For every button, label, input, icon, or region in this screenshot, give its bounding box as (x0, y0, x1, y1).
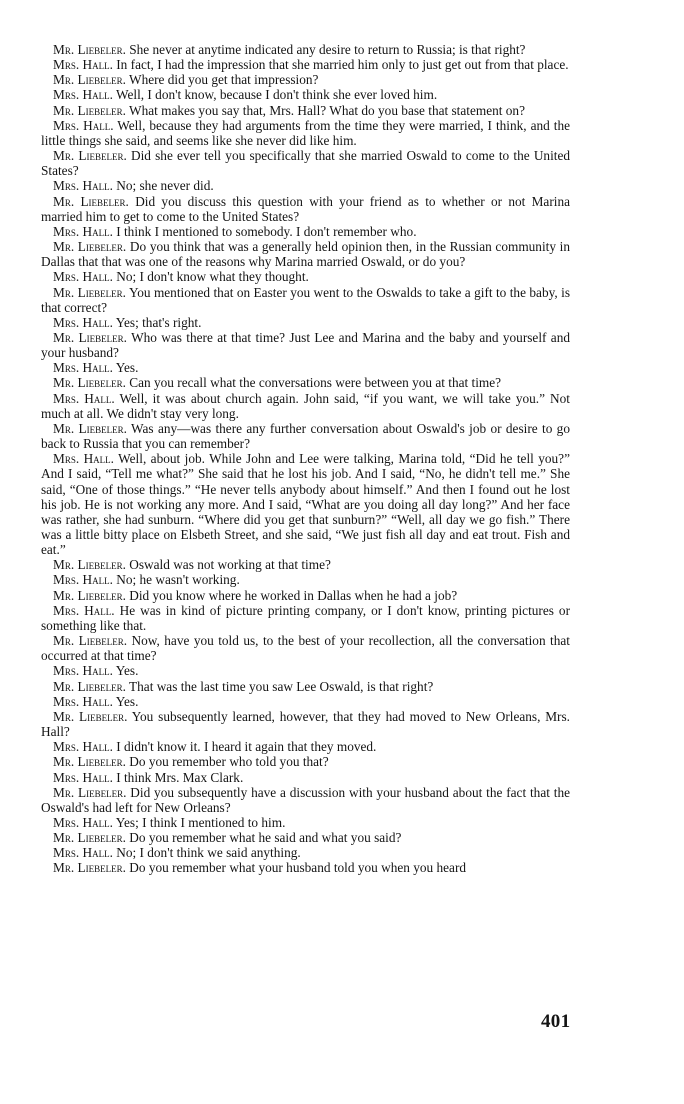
testimony-text: That was the last time you saw Lee Oswald, is that right? (129, 678, 434, 694)
testimony-text: Well, it was about church again. John said, “if you want, we will take you.” Not much at all. We didn't stay very long. (41, 390, 571, 421)
speaker-name: Mr. Liebeler. (53, 375, 126, 391)
speaker-name: Mrs. Hall. (53, 602, 115, 618)
testimony-paragraph (41, 178, 570, 193)
testimony-paragraph (41, 330, 570, 360)
testimony-paragraph (41, 694, 570, 709)
speaker-name: Mrs. Hall. (53, 845, 113, 861)
testimony-paragraph (41, 87, 570, 102)
testimony-text: Did you discuss this question with your friend as to whether or not Marina married him to get to come to the United States? (41, 193, 571, 224)
speaker-name: Mr. Liebeler. (53, 557, 126, 573)
testimony-paragraph (41, 103, 570, 118)
speaker-name: Mr. Liebeler. (53, 784, 127, 800)
testimony-paragraph (41, 754, 570, 769)
speaker-name: Mr. Liebeler. (53, 329, 127, 345)
speaker-name: Mrs. Hall. (53, 314, 113, 330)
speaker-name: Mr. Liebeler. (53, 102, 126, 118)
testimony-text: Do you remember who told you that? (129, 754, 329, 770)
speaker-name: Mr. Liebeler. (53, 420, 127, 436)
speaker-name: Mrs. Hall. (53, 360, 113, 376)
testimony-text: Well, I don't know, because I don't think she ever loved him. (116, 87, 438, 103)
testimony-transcript (41, 42, 570, 876)
testimony-text: She never at anytime indicated any desire to return to Russia; is that right? (129, 42, 526, 57)
testimony-text: In fact, I had the impression that she married him only to just get out from that place. (116, 57, 569, 73)
testimony-text: Did she ever tell you specifically that she married Oswald to come to the United States? (41, 148, 571, 179)
speaker-name: Mr. Liebeler. (53, 830, 126, 846)
testimony-text: No; he wasn't working. (116, 572, 240, 588)
speaker-name: Mr. Liebeler. (53, 148, 127, 164)
testimony-text: You subsequently learned, however, that they had moved to New Orleans, Mrs. Hall? (41, 708, 570, 740)
testimony-text: Oswald was not working at that time? (129, 557, 331, 573)
testimony-paragraph (41, 269, 570, 284)
speaker-name: Mrs. Hall. (53, 693, 113, 709)
speaker-name: Mr. Liebeler. (53, 72, 126, 88)
testimony-paragraph (41, 770, 570, 785)
speaker-name: Mrs. Hall. (53, 178, 113, 194)
testimony-paragraph (41, 57, 570, 72)
testimony-text: Yes; I think I mentioned to him. (115, 814, 286, 830)
testimony-paragraph (41, 451, 570, 557)
testimony-paragraph (41, 633, 570, 663)
speaker-name: Mr. Liebeler. (53, 633, 128, 649)
testimony-paragraph (41, 679, 570, 694)
speaker-name: Mr. Liebeler. (53, 678, 126, 694)
speaker-name: Mr. Liebeler. (53, 860, 126, 876)
testimony-paragraph (41, 285, 570, 315)
testimony-text: Well, because they had arguments from the time they were married, I think, and the little things she said, and seems like she never did like him. (41, 117, 570, 148)
speaker-name: Mrs. Hall. (53, 663, 113, 679)
testimony-text: Did you know where he worked in Dallas when he had a job? (129, 587, 458, 603)
testimony-paragraph (41, 224, 570, 239)
testimony-text: What makes you say that, Mrs. Hall? What do you base that statement on? (129, 102, 525, 118)
testimony-text: Yes. (115, 360, 139, 376)
testimony-text: No; she never did. (116, 178, 214, 194)
testimony-text: Did you subsequently have a discussion with your husband about the fact that the Oswald's had left for New Orleans? (41, 784, 570, 815)
testimony-paragraph (41, 603, 570, 633)
testimony-paragraph (41, 815, 570, 830)
speaker-name: Mrs. Hall. (53, 451, 114, 467)
testimony-paragraph (41, 194, 570, 224)
testimony-paragraph (41, 421, 570, 451)
testimony-text: Do you remember what he said and what you said? (129, 830, 402, 846)
speaker-name: Mrs. Hall. (53, 814, 113, 830)
testimony-text: I didn't know it. I heard it again that they moved. (116, 739, 377, 755)
speaker-name: Mr. Liebeler. (53, 42, 126, 57)
testimony-paragraph (41, 72, 570, 87)
testimony-paragraph (41, 739, 570, 754)
speaker-name: Mrs. Hall. (53, 390, 115, 406)
speaker-name: Mrs. Hall. (53, 223, 113, 239)
testimony-paragraph (41, 588, 570, 603)
speaker-name: Mr. Liebeler. (53, 239, 127, 255)
testimony-paragraph (41, 239, 570, 269)
testimony-text: Do you remember what your husband told you when you heard (129, 860, 467, 876)
testimony-text: No; I don't know what they thought. (116, 269, 309, 285)
testimony-paragraph (41, 860, 570, 875)
testimony-paragraph (41, 785, 570, 815)
testimony-paragraph (41, 709, 570, 739)
testimony-paragraph (41, 118, 570, 148)
testimony-text: Was any—was there any further conversation about Oswald's job or desire to go back to Russia that you can remember? (41, 420, 570, 452)
testimony-text: Where did you get that impression? (129, 72, 319, 88)
speaker-name: Mr. Liebeler. (53, 193, 129, 209)
speaker-name: Mrs. Hall. (53, 87, 113, 103)
testimony-paragraph (41, 845, 570, 860)
testimony-paragraph (41, 360, 570, 375)
testimony-text: I think Mrs. Max Clark. (116, 769, 244, 785)
speaker-name: Mr. Liebeler. (53, 708, 128, 724)
speaker-name: Mr. Liebeler. (53, 284, 127, 300)
speaker-name: Mrs. Hall. (53, 117, 114, 133)
testimony-text: Yes; that's right. (115, 314, 202, 330)
testimony-paragraph (41, 148, 570, 178)
testimony-text: You mentioned that on Easter you went to the Oswalds to take a gift to the baby, is that correct? (41, 284, 570, 315)
testimony-text: Who was there at that time? Just Lee and Marina and the baby and yourself and your husband? (41, 329, 570, 361)
testimony-text: No; I don't think we said anything. (116, 845, 301, 861)
testimony-paragraph (41, 315, 570, 330)
testimony-text: Yes. (115, 693, 139, 709)
testimony-paragraph (41, 375, 570, 390)
testimony-paragraph (41, 391, 570, 421)
testimony-text: He was in kind of picture printing company, or I don't know, printing pictures or something like that. (41, 602, 571, 633)
testimony-paragraph (41, 557, 570, 572)
speaker-name: Mrs. Hall. (53, 57, 113, 73)
speaker-name: Mrs. Hall. (53, 269, 113, 285)
speaker-name: Mr. Liebeler. (53, 587, 126, 603)
testimony-paragraph (41, 572, 570, 587)
testimony-text: Well, about job. While John and Lee were talking, Marina told, “Did he tell you?” And I said, “Tell me what?” She said that he lost his job. And I said, “No, he didn't tell me.” She said, “One of those things.” “He never tells anybody about himself.” And then I found out he lost his job. He is not working any more. And I said, “What are you doing all day long?” And her face was rather, she had sunburn. “Where did you get that sunburn?” “Well, all day we go fish.” There was a little bitty place on Elsbeth Street, and she said, “We just fish all day and eat trout. Fish and eat.” (41, 451, 570, 558)
testimony-text: Can you recall what the conversations were between you at that time? (129, 375, 502, 391)
testimony-text: Do you think that was a generally held opinion then, in the Russian community in Dallas that that was one of the reasons why Marina married Oswald, or do you? (41, 239, 570, 270)
speaker-name: Mrs. Hall. (53, 572, 113, 588)
testimony-paragraph (41, 830, 570, 845)
speaker-name: Mrs. Hall. (53, 769, 113, 785)
testimony-text: I think I mentioned to somebody. I don't remember who. (116, 223, 417, 239)
speaker-name: Mr. Liebeler. (53, 754, 126, 770)
testimony-text: Now, have you told us, to the best of your recollection, all the conversation that occurred at that time? (41, 633, 570, 664)
page-number: 401 (541, 1011, 571, 1032)
testimony-text: Yes. (115, 663, 139, 679)
speaker-name: Mrs. Hall. (53, 739, 113, 755)
testimony-paragraph (41, 42, 570, 57)
testimony-paragraph (41, 663, 570, 678)
